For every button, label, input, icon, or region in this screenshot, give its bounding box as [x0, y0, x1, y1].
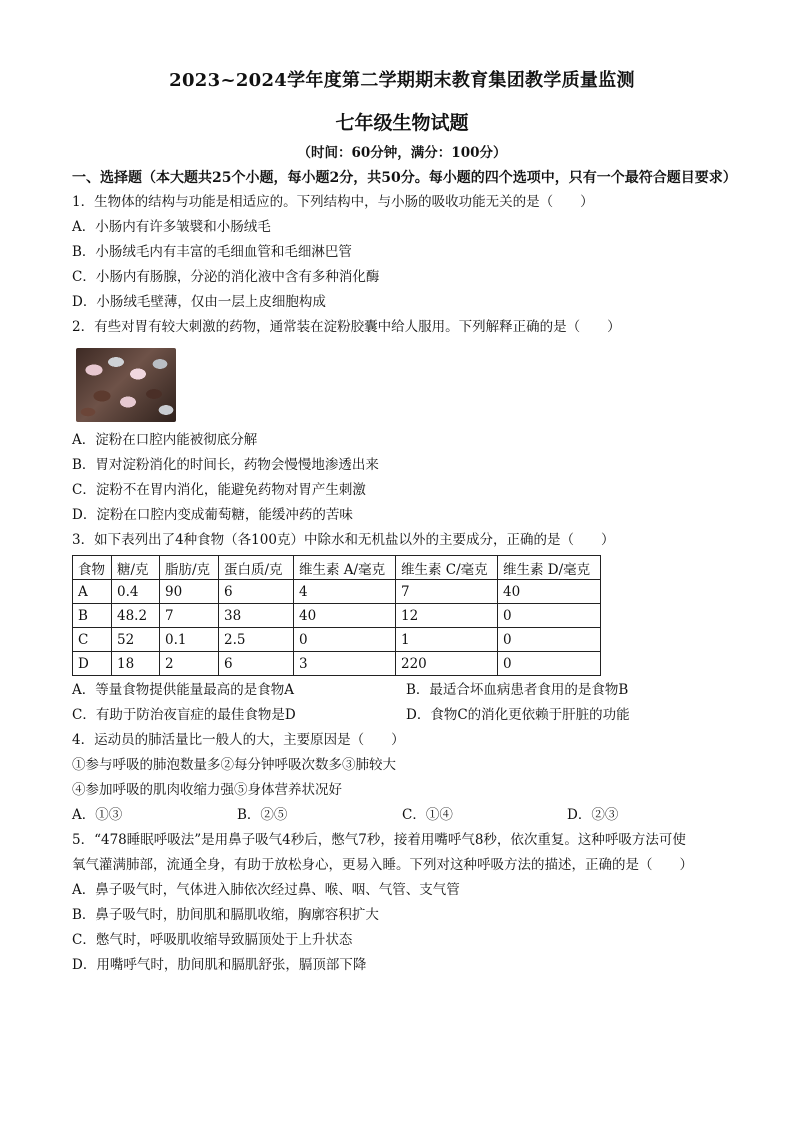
- section-heading: 一、选择题（本大题共25个小题，每小题2分，共50分。每小题的四个选项中，只有一个最符合题目要求）: [72, 170, 737, 186]
- table-header-cell: 维生素 D/毫克: [498, 556, 601, 580]
- table-header-row: [73, 556, 601, 580]
- option-a: A．小肠内有许多皱襞和小肠绒毛: [72, 219, 271, 235]
- table-cell: A: [73, 580, 112, 604]
- option-b: B．胃对淀粉消化的时间长，药物会慢慢地渗透出来: [72, 457, 379, 473]
- statement-list: ①参与呼吸的肺泡数量多②每分钟呼吸次数多③肺较大: [72, 757, 396, 773]
- exam-page: [72, 66, 737, 978]
- question-stem-continued: 氧气灌满肺部，流通全身，有助于放松身心，更易入睡。下列对这种呼吸方法的描述，正确的是（ ）: [72, 857, 693, 873]
- option-a: A．鼻子吸气时，气体进入肺依次经过鼻、喉、咽、气管、支气管: [72, 882, 460, 898]
- option-b: B．②⑤: [237, 807, 288, 823]
- table-row: [73, 580, 601, 604]
- option-c: C．①④: [402, 807, 453, 823]
- option-c: C．有助于防治夜盲症的最佳食物是D: [72, 707, 296, 723]
- table-cell: 7: [160, 604, 219, 628]
- table-cell: 2.5: [219, 628, 294, 652]
- option-b: B．最适合坏血病患者食用的是食物B: [406, 682, 629, 698]
- question-5: [72, 828, 732, 978]
- exam-subtitle: 七年级生物试题: [335, 112, 469, 134]
- statement-list: ④参加呼吸的肌肉收缩力强⑤身体营养状况好: [72, 782, 342, 798]
- table-header-cell: 维生素 A/毫克: [294, 556, 396, 580]
- table-cell: 48.2: [112, 604, 160, 628]
- exam-info: （时间：60分钟，满分：100分）: [297, 145, 507, 161]
- table-cell: 38: [219, 604, 294, 628]
- question-stem: 5．“478睡眠呼吸法”是用鼻子吸气4秒后，憋气7秒，接着用嘴呼气8秒，依次重复。这种呼吸方法可使: [72, 832, 686, 848]
- option-row: [72, 803, 732, 828]
- option-row: [72, 678, 732, 703]
- capsules-photo: [76, 348, 176, 422]
- table-cell: 0: [294, 628, 396, 652]
- table-cell: 12: [396, 604, 498, 628]
- option-d: D．淀粉在口腔内变成葡萄糖，能缓冲药的苦味: [72, 507, 353, 523]
- question-2: [72, 315, 732, 528]
- table-cell: 0: [498, 604, 601, 628]
- table-cell: 0.4: [112, 580, 160, 604]
- question-3: [72, 528, 732, 728]
- table-cell: 18: [112, 652, 160, 676]
- table-cell: 220: [396, 652, 498, 676]
- exam-title: 2023~2024学年度第二学期期末教育集团教学质量监测: [169, 70, 635, 91]
- table-cell: D: [73, 652, 112, 676]
- table-cell: 52: [112, 628, 160, 652]
- option-b: B．鼻子吸气时，肋间肌和膈肌收缩，胸廓容积扩大: [72, 907, 379, 923]
- option-d: D．用嘴呼气时，肋间肌和膈肌舒张，膈顶部下降: [72, 957, 367, 973]
- option-d: D．②③: [567, 807, 619, 823]
- option-a: A．①③: [72, 807, 123, 823]
- table-cell: 6: [219, 580, 294, 604]
- option-b: B．小肠绒毛内有丰富的毛细血管和毛细淋巴管: [72, 244, 352, 260]
- table-row: [73, 652, 601, 676]
- option-d: D．小肠绒毛壁薄，仅由一层上皮细胞构成: [72, 294, 326, 310]
- table-cell: 0: [498, 628, 601, 652]
- table-cell: B: [73, 604, 112, 628]
- table-header-cell: 糖/克: [112, 556, 160, 580]
- table-header-cell: 维生素 C/毫克: [396, 556, 498, 580]
- table-cell: 3: [294, 652, 396, 676]
- table-cell: 0: [498, 652, 601, 676]
- option-row: [72, 703, 732, 728]
- table-header-cell: 脂肪/克: [160, 556, 219, 580]
- question-stem: 2．有些对胃有较大刺激的药物，通常装在淀粉胶囊中给人服用。下列解释正确的是（ ）: [72, 319, 621, 335]
- table-header-cell: 蛋白质/克: [219, 556, 294, 580]
- table-cell: 40: [294, 604, 396, 628]
- question-stem: 1．生物体的结构与功能是相适应的。下列结构中，与小肠的吸收功能无关的是（ ）: [72, 194, 594, 210]
- table-row: [73, 628, 601, 652]
- question-stem: 3．如下表列出了4种食物（各100克）中除水和无机盐以外的主要成分，正确的是（ ）: [72, 532, 615, 548]
- table-cell: C: [73, 628, 112, 652]
- option-a: A．淀粉在口腔内能被彻底分解: [72, 432, 258, 448]
- table-cell: 7: [396, 580, 498, 604]
- table-header-cell: 食物: [73, 556, 112, 580]
- option-c: C．小肠内有肠腺，分泌的消化液中含有多种消化酶: [72, 269, 380, 285]
- option-c: C．憋气时，呼吸肌收缩导致膈顶处于上升状态: [72, 932, 353, 948]
- table-cell: 1: [396, 628, 498, 652]
- option-a: A．等量食物提供能量最高的是食物A: [72, 682, 294, 698]
- table-cell: 40: [498, 580, 601, 604]
- table-cell: 2: [160, 652, 219, 676]
- table-cell: 6: [219, 652, 294, 676]
- table-cell: 90: [160, 580, 219, 604]
- option-c: C．淀粉不在胃内消化，能避免药物对胃产生刺激: [72, 482, 366, 498]
- table-cell: 4: [294, 580, 396, 604]
- table-row: [73, 604, 601, 628]
- table-cell: 0.1: [160, 628, 219, 652]
- nutrition-table: [72, 555, 601, 676]
- question-1: [72, 190, 732, 315]
- option-d: D．食物C的消化更依赖于肝脏的功能: [406, 707, 630, 723]
- question-stem: 4．运动员的肺活量比一般人的大，主要原因是（ ）: [72, 732, 405, 748]
- question-4: [72, 728, 732, 828]
